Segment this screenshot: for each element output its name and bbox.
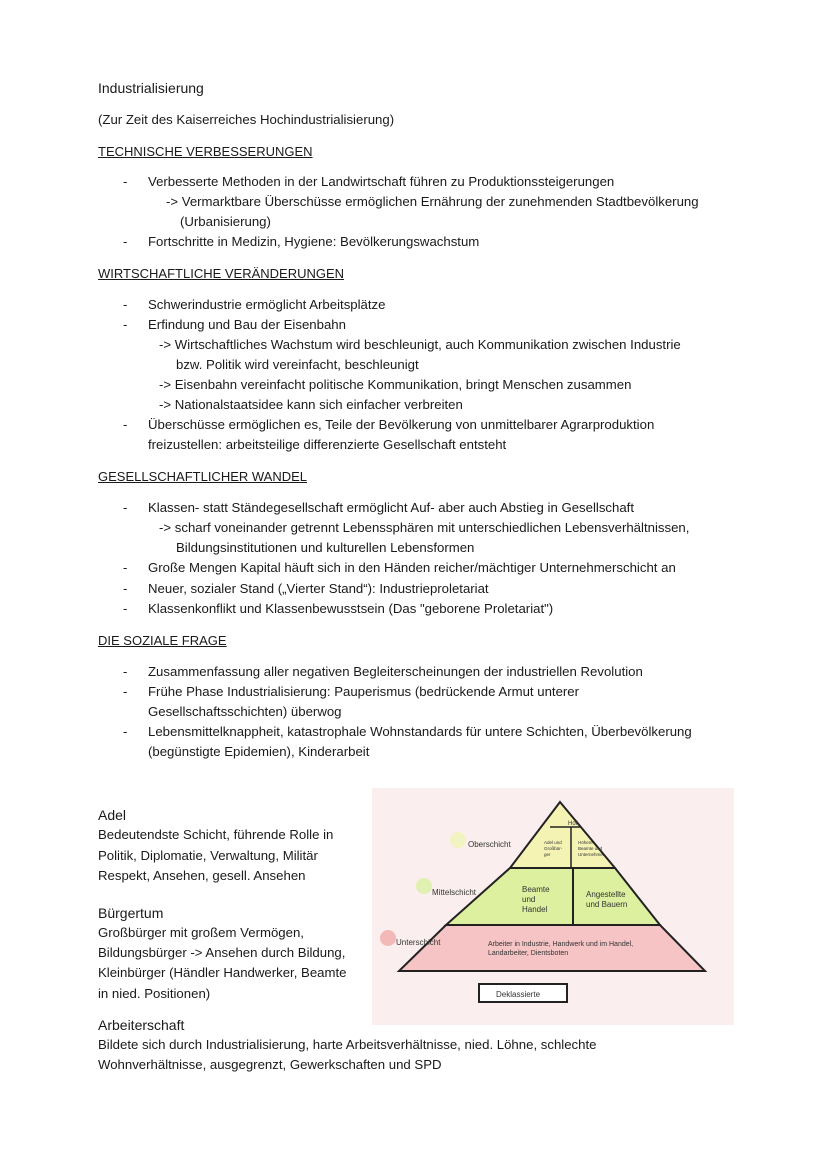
bullet-text: Klassen- statt Ständegesellschaft ermöglicht Auf- aber auch Abstieg in Gesellschaft: [148, 500, 635, 515]
bullet-text: Überschüsse ermöglichen es, Teile der Bevölkerung von unmittelbarer Agrarproduktion: [148, 417, 655, 432]
label-mittelschicht: Mittelschicht: [432, 888, 477, 897]
heading-adel: Adel: [98, 807, 127, 823]
pyramid-unterschicht: [399, 925, 705, 971]
label-deklassierte: Deklassierte: [496, 990, 541, 999]
label-arbeiter-l2: Landarbeiter, Dientsboten: [488, 950, 569, 957]
buergertum-text: Kleinbürger (Händler Handwerker, Beamte: [98, 965, 347, 980]
oberschicht-dot: [450, 832, 466, 848]
label-arbeiter-l1: Arbeiter in Industrie, Handwerk und im Handel,: [488, 941, 634, 948]
adel-text: Respekt, Ansehen, gesell. Ansehen: [98, 868, 306, 883]
page-subtitle: (Zur Zeit des Kaiserreiches Hochindustrialisierung): [98, 112, 395, 127]
bullet-dash: -: [123, 724, 128, 739]
heading-die-soziale-frage: DIE SOZIALE FRAGE: [98, 633, 227, 648]
heading-buergertum: Bürgertum: [98, 905, 164, 921]
bullet-dash: -: [123, 500, 128, 515]
bullet-dash: -: [123, 581, 128, 596]
sub-bullet-text: -> scharf voneinander getrennt Lebenssphären mit unterschiedlichen Lebensverhältnissen,: [159, 520, 690, 535]
label-beamte-l2: und: [522, 895, 536, 904]
label-angestellte-l1: Angestellte: [586, 890, 626, 899]
bullet-text: Verbesserte Methoden in der Landwirtschaft führen zu Produktionssteigerungen: [148, 174, 615, 189]
bullet-text: Gesellschaftsschichten) überwog: [148, 704, 342, 719]
bullet-text: Erfindung und Bau der Eisenbahn: [148, 317, 346, 332]
adel-text: Bedeutendste Schicht, führende Rolle in: [98, 827, 334, 842]
heading-technische-verbesserungen: TECHNISCHE VERBESSERUNGEN: [98, 144, 313, 159]
bullet-text: Fortschritte in Medizin, Hygiene: Bevölkerungswachstum: [148, 234, 480, 249]
sub-bullet-text: bzw. Politik wird vereinfacht, beschleunigt: [176, 357, 419, 372]
arbeiterschaft-text: Bildete sich durch Industrialisierung, harte Arbeitsverhältnisse, nied. Löhne, schlechte: [98, 1037, 597, 1052]
heading-gesellschaftlicher-wandel: GESELLSCHAFTLICHER WANDEL: [98, 469, 308, 484]
label-angestellte-l2: und Bauern: [586, 900, 628, 909]
label-beamte-l3: Handel: [522, 905, 548, 914]
bullet-text: (begünstigte Epidemien), Kinderarbeit: [148, 744, 370, 759]
bullet-text: freizustellen: arbeitsteilige differenzierte Gesellschaft entsteht: [148, 437, 507, 452]
label-hb-l1: Höhere: [578, 840, 593, 845]
label-unterschicht: Unterschicht: [396, 938, 441, 947]
bullet-dash: -: [123, 234, 128, 249]
page-title: Industrialisierung: [98, 80, 204, 96]
bullet-dash: -: [123, 297, 128, 312]
label-beamte-l1: Beamte: [522, 885, 550, 894]
social-pyramid-figure: [372, 788, 734, 1025]
bullet-text: Neuer, sozialer Stand („Vierter Stand“): Industrieproletariat: [148, 581, 489, 596]
mittelschicht-dot: [416, 878, 432, 894]
label-oberschicht: Oberschicht: [468, 840, 511, 849]
bullet-text: Frühe Phase Industrialisierung: Pauperismus (bedrückende Armut unterer: [148, 684, 580, 699]
sub-bullet-text: -> Vermarktbare Überschüsse ermöglichen Ernährung der zunehmenden Stadtbevölkerung: [166, 194, 699, 209]
arbeiterschaft-text: Wohnverhältnisse, ausgegrenzt, Gewerkschaften und SPD: [98, 1057, 442, 1072]
sub-bullet-text: Bildungsinstitutionen und kulturellen Lebensformen: [176, 540, 475, 555]
sub-bullet-text: (Urbanisierung): [180, 214, 271, 229]
bullet-dash: -: [123, 684, 128, 699]
adel-text: Politik, Diplomatie, Verwaltung, Militär: [98, 848, 318, 863]
unterschicht-dot: [380, 930, 396, 946]
bullet-dash: -: [123, 174, 128, 189]
label-adel-l2: Großbür-: [544, 846, 563, 851]
bullet-dash: -: [123, 664, 128, 679]
sub-bullet-text: -> Eisenbahn vereinfacht politische Kommunikation, bringt Menschen zusammen: [159, 377, 632, 392]
label-hb-l2: Beamte und: [578, 846, 603, 851]
bullet-text: Schwerindustrie ermöglicht Arbeitsplätze: [148, 297, 386, 312]
bullet-text: Große Mengen Kapital häuft sich in den Händen reicher/mächtiger Unternehmerschicht an: [148, 560, 676, 575]
bullet-text: Klassenkonflikt und Klassenbewusstsein (Das "geborene Proletariat"): [148, 601, 554, 616]
bullet-dash: -: [123, 560, 128, 575]
bullet-text: Zusammenfassung aller negativen Begleiterscheinungen der industriellen Revolution: [148, 664, 643, 679]
pyramid-mittelschicht: [446, 868, 660, 925]
sub-bullet-text: -> Wirtschaftliches Wachstum wird beschleunigt, auch Kommunikation zwischen Industrie: [159, 337, 681, 352]
buergertum-text: Großbürger mit großem Vermögen,: [98, 925, 304, 940]
bullet-dash: -: [123, 417, 128, 432]
bullet-dash: -: [123, 317, 128, 332]
label-hb-l3: Unternehmer: [578, 852, 605, 857]
heading-arbeiterschaft: Arbeiterschaft: [98, 1017, 185, 1033]
sub-bullet-text: -> Nationalstaatsidee kann sich einfacher verbreiten: [159, 397, 463, 412]
buergertum-text: in nied. Positionen): [98, 986, 211, 1001]
label-adel-l3: ger: [544, 852, 551, 857]
label-adel-l1: Adel und: [544, 840, 562, 845]
bullet-text: Lebensmittelknappheit, katastrophale Wohnstandards für untere Schichten, Überbevölkerung: [148, 724, 692, 739]
label-hof: Hof: [568, 821, 578, 827]
buergertum-text: Bildungsbürger -> Ansehen durch Bildung,: [98, 945, 346, 960]
heading-wirtschaftliche-veraenderungen: WIRTSCHAFTLICHE VERÄNDERUNGEN: [98, 266, 345, 281]
pyramid-oberschicht: [510, 802, 615, 868]
bullet-dash: -: [123, 601, 128, 616]
